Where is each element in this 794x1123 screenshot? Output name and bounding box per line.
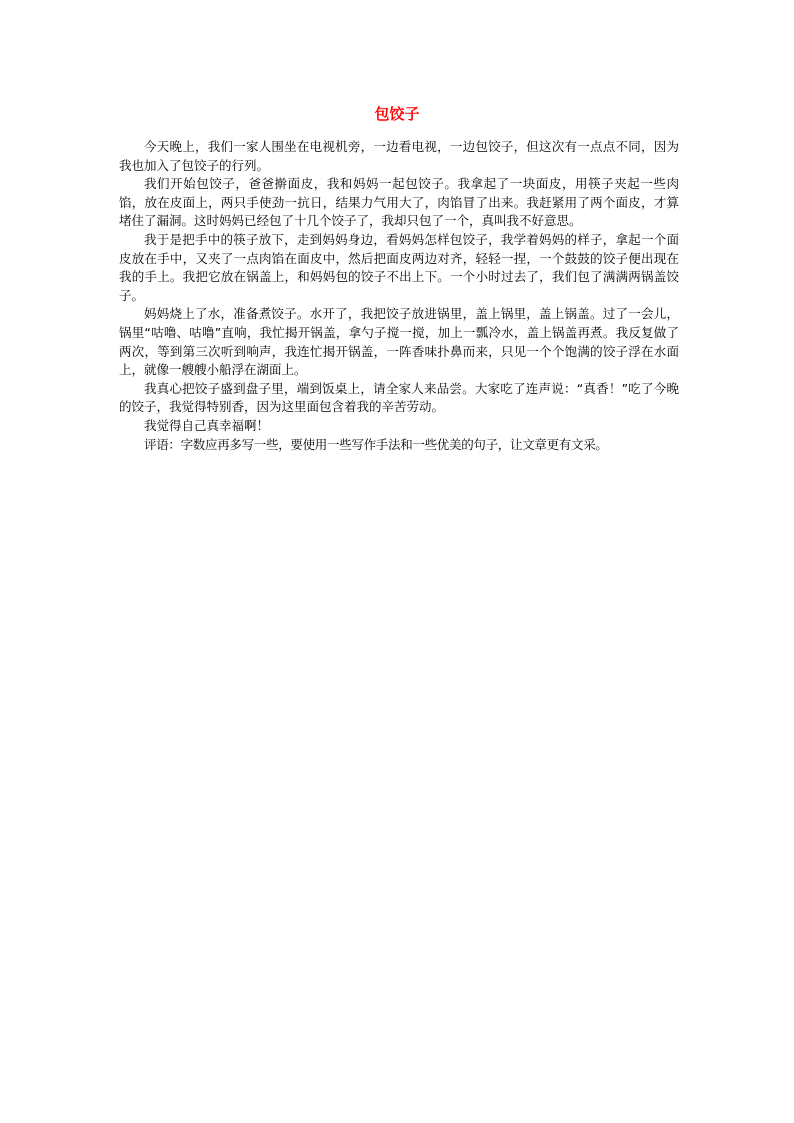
- paragraph-2: 我们开始包饺子，爸爸擀面皮，我和妈妈一起包饺子。我拿起了一块面皮，用筷子夹起一些肉馅，放在皮面上，两只手使劲一抗日，结果力气用大了，肉馅冒了出来。我赶紧用了两个面皮，才算堵住了漏洞。这时妈妈已经包了十几个饺子了，我却只包了一个，真叫我不好意思。: [119, 176, 679, 229]
- paragraph-4: 妈妈烧上了水，准备煮饺子。水开了，我把饺子放进锅里，盖上锅里，盖上锅盖。过了一会儿，锅里“咕噜、咕噜”直响，我忙揭开锅盖，拿勺子搅一搅，加上一瓢冷水，盖上锅盖再煮。我反复做了两次，等到第三次听到响声，我连忙揭开锅盖，一阵香味扑鼻而来，只见一个个饱满的饺子浮在水面上，就像一艘艘小船浮在湖面上。: [119, 306, 679, 378]
- paragraph-6: 我觉得自己真幸福啊！: [144, 417, 270, 433]
- paragraph-1: 今天晚上，我们一家人围坐在电视机旁，一边看电视，一边包饺子，但这次有一点点不同，因为我也加入了包饺子的行列。: [119, 139, 679, 173]
- document-title: 包饺子: [374, 105, 420, 123]
- paragraph-5: 我真心把饺子盛到盘子里，端到饭桌上，请全家人来品尝。大家吃了连声说：“真香！”吃了今晚的饺子，我觉得特别香，因为这里面包含着我的辛苦劳动。: [119, 380, 679, 415]
- paragraph-3: 我于是把手中的筷子放下，走到妈妈身边，看妈妈怎样包饺子，我学着妈妈的样子，拿起一个面皮放在手中，又夹了一点肉馅在面皮中，然后把面皮两边对齐，轻轻一捏，一个鼓鼓的饺子便出现在我的手上。我把它放在锅盖上，和妈妈包的饺子不出上下。一个小时过去了，我们包了满满两锅盖饺子。: [119, 231, 679, 303]
- document-body: [119, 138, 679, 454]
- teacher-comment: 评语：字数应再多写一些，要使用一些写作手法和一些优美的句子，让文章更有文采。: [144, 436, 608, 452]
